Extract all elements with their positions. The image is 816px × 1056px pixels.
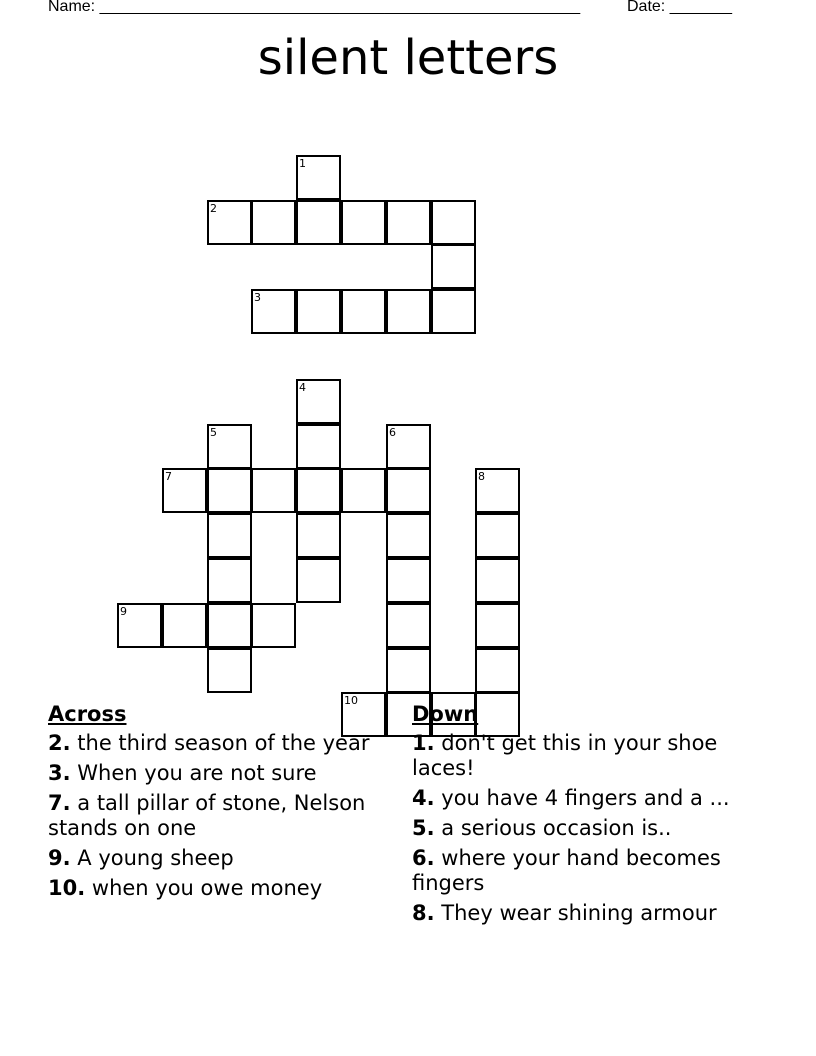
clue-text: A young sheep	[77, 846, 234, 870]
grid-cell[interactable]	[251, 200, 296, 245]
grid-cell[interactable]	[207, 558, 252, 603]
grid-cell[interactable]	[386, 513, 431, 558]
grid-cell[interactable]	[296, 200, 341, 245]
grid-cell[interactable]	[296, 468, 341, 513]
clue-number: 9.	[48, 846, 71, 870]
clue-item	[48, 791, 378, 841]
grid-cell[interactable]	[296, 155, 341, 200]
grid-cell[interactable]	[386, 424, 431, 469]
clue-item	[48, 761, 378, 786]
clue-item	[412, 901, 757, 926]
clue-number: 6.	[412, 846, 435, 870]
grid-cell[interactable]	[251, 468, 296, 513]
clue-item	[48, 876, 378, 901]
clue-number-label: 6	[389, 426, 396, 439]
clue-number: 5.	[412, 816, 435, 840]
clue-text: you have 4 fingers and a ...	[441, 786, 730, 810]
clue-number-label: 4	[299, 381, 306, 394]
grid-cell[interactable]	[207, 648, 252, 693]
grid-cell[interactable]	[475, 468, 520, 513]
clue-number: 2.	[48, 731, 71, 755]
clue-number: 4.	[412, 786, 435, 810]
clue-text: a serious occasion is..	[441, 816, 672, 840]
clue-number: 1.	[412, 731, 435, 755]
across-heading: Across	[48, 702, 127, 726]
down-heading: Down	[412, 702, 479, 726]
grid-cell[interactable]	[207, 468, 252, 513]
grid-cell[interactable]	[386, 648, 431, 693]
clue-number-label: 5	[210, 426, 217, 439]
grid-cell[interactable]	[296, 424, 341, 469]
clue-text: a tall pillar of stone, Nelson stands on one	[48, 791, 366, 840]
grid-cell[interactable]	[475, 558, 520, 603]
down-clues	[412, 702, 757, 931]
name-field[interactable]: Name: ______________________________________________________	[48, 0, 581, 15]
grid-cell[interactable]	[207, 424, 252, 469]
clue-number-label: 3	[254, 291, 261, 304]
grid-cell[interactable]	[341, 200, 386, 245]
grid-cell[interactable]	[431, 289, 476, 334]
grid-cell[interactable]	[386, 289, 431, 334]
grid-cell[interactable]	[117, 603, 162, 648]
clue-item	[412, 786, 757, 811]
grid-cell[interactable]	[296, 379, 341, 424]
grid-cell[interactable]	[475, 513, 520, 558]
date-field[interactable]: Date: _______	[627, 0, 732, 15]
grid-cell[interactable]	[296, 513, 341, 558]
clue-text: where your hand becomes fingers	[412, 846, 721, 895]
clue-item	[412, 816, 757, 841]
grid-cell[interactable]	[386, 603, 431, 648]
clue-number: 8.	[412, 901, 435, 925]
clue-number-label: 2	[210, 202, 217, 215]
clue-number-label: 1	[299, 157, 306, 170]
grid-cell[interactable]	[207, 200, 252, 245]
grid-cell[interactable]	[162, 603, 207, 648]
grid-cell[interactable]	[431, 244, 476, 289]
across-clues	[48, 702, 378, 906]
clue-text: They wear shining armour	[441, 901, 717, 925]
clue-text: when you owe money	[91, 876, 323, 900]
grid-cell[interactable]	[251, 289, 296, 334]
clue-number-label: 8	[478, 470, 485, 483]
grid-cell[interactable]	[296, 289, 341, 334]
clue-number-label: 9	[120, 605, 127, 618]
grid-cell[interactable]	[386, 200, 431, 245]
grid-cell[interactable]	[431, 200, 476, 245]
grid-cell[interactable]	[386, 468, 431, 513]
clue-item	[48, 731, 378, 756]
grid-cell[interactable]	[341, 468, 386, 513]
puzzle-title: silent letters	[257, 30, 559, 86]
grid-cell[interactable]	[341, 289, 386, 334]
clue-text: When you are not sure	[77, 761, 317, 785]
grid-cell[interactable]	[162, 468, 207, 513]
clue-text: don't get this in your shoe laces!	[412, 731, 718, 780]
clue-text: the third season of the year	[77, 731, 370, 755]
grid-cell[interactable]	[207, 603, 252, 648]
clue-number-label: 10	[344, 694, 358, 707]
grid-cell[interactable]	[251, 603, 296, 648]
clue-number: 10.	[48, 876, 86, 900]
grid-cell[interactable]	[475, 648, 520, 693]
grid-cell[interactable]	[296, 558, 341, 603]
clue-item	[48, 846, 378, 871]
clue-number-label: 7	[165, 470, 172, 483]
clue-number: 7.	[48, 791, 71, 815]
grid-cell[interactable]	[475, 603, 520, 648]
grid-cell[interactable]	[386, 558, 431, 603]
grid-cell[interactable]	[207, 513, 252, 558]
clue-item	[412, 731, 757, 781]
clue-number: 3.	[48, 761, 71, 785]
clue-item	[412, 846, 757, 896]
